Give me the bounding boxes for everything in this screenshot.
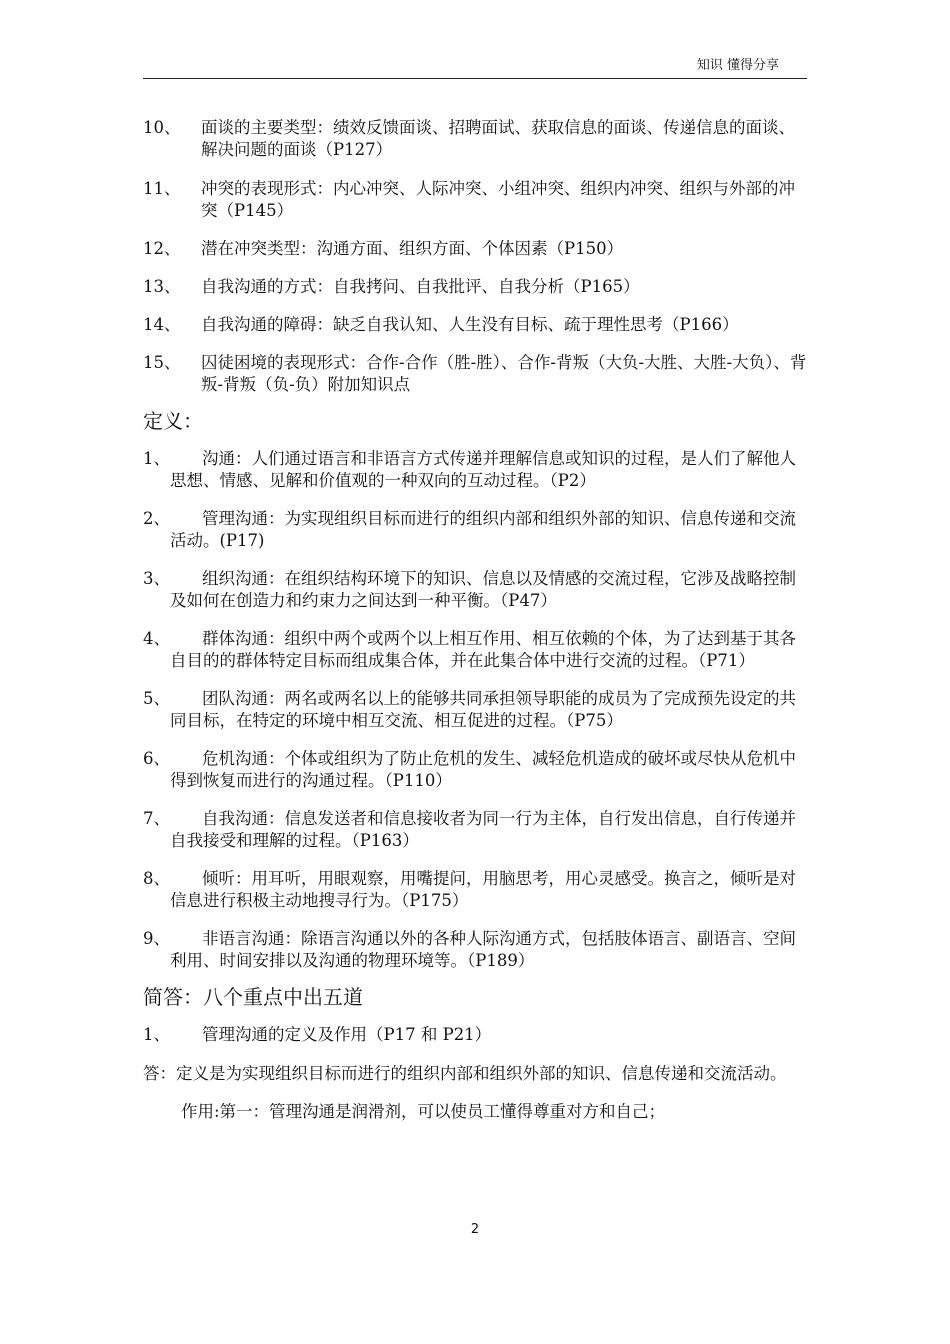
header-text: 知识 懂得分享 bbox=[696, 58, 779, 73]
definition-item bbox=[143, 808, 807, 852]
item-number: 8、 bbox=[143, 869, 170, 888]
item-text: 危机沟通：个体或组织为了防止危机的发生、减轻危机造成的破坏或尽快从危机中得到恢复而进行的沟通过程。（P110） bbox=[170, 749, 796, 790]
page-header bbox=[143, 58, 807, 79]
list-item bbox=[143, 178, 807, 222]
item-number: 9、 bbox=[143, 929, 170, 948]
question-number: 1、 bbox=[143, 1025, 170, 1044]
page-number: 2 bbox=[470, 1222, 480, 1237]
item-text: 自我沟通的方式：自我拷问、自我批评、自我分析（P165） bbox=[201, 277, 640, 296]
item-text: 非语言沟通：除语言沟通以外的各种人际沟通方式，包括肢体语言、副语言、空间利用、时间安排以及沟通的物理环境等。（P189） bbox=[170, 929, 796, 970]
item-text: 组织沟通：在组织结构环境下的知识、信息以及情感的交流过程，它涉及战略控制及如何在创造力和约束力之间达到一种平衡。（P47） bbox=[170, 569, 796, 610]
document-body bbox=[143, 117, 807, 1123]
definition-item bbox=[143, 448, 807, 492]
item-text: 自我沟通：信息发送者和信息接收者为同一行为主体，自行发出信息，自行传递并自我接受和理解的过程。（P163） bbox=[170, 809, 796, 850]
item-text: 群体沟通：组织中两个或两个以上相互作用、相互依赖的个体，为了达到基于其各自目的的群体特定目标而组成集合体，并在此集合体中进行交流的过程。（P71） bbox=[170, 629, 796, 670]
list-item bbox=[143, 352, 807, 396]
question-item bbox=[143, 1024, 807, 1046]
item-text: 倾听：用耳听，用眼观察，用嘴提问，用脑思考，用心灵感受。换言之，倾听是对信息进行积极主动地搜寻行为。（P175） bbox=[170, 869, 796, 910]
definition-item bbox=[143, 748, 807, 792]
definition-item bbox=[143, 928, 807, 972]
item-number: 2、 bbox=[143, 509, 170, 528]
definition-item bbox=[143, 508, 807, 552]
item-number: 11、 bbox=[143, 179, 181, 198]
role-paragraph: 作用:第一：管理沟通是润滑剂，可以使员工懂得尊重对方和自己； bbox=[181, 1102, 666, 1121]
item-text: 潜在冲突类型：沟通方面、组织方面、个体因素（P150） bbox=[201, 239, 624, 258]
definition-item bbox=[143, 688, 807, 732]
item-number: 3、 bbox=[143, 569, 170, 588]
item-text: 沟通：人们通过语言和非语言方式传递并理解信息或知识的过程，是人们了解他人思想、情感、见解和价值观的一种双向的互动过程。（P2） bbox=[170, 449, 796, 490]
item-number: 5、 bbox=[143, 689, 170, 708]
item-number: 15、 bbox=[143, 353, 181, 372]
item-number: 13、 bbox=[143, 277, 181, 296]
definition-item bbox=[143, 628, 807, 672]
item-text: 面谈的主要类型：绩效反馈面谈、招聘面试、获取信息的面谈、传递信息的面谈、解决问题的面谈（P127） bbox=[201, 118, 795, 159]
list-item bbox=[143, 117, 807, 161]
item-number: 14、 bbox=[143, 315, 181, 334]
item-text: 囚徒困境的表现形式：合作-合作（胜-胜）、合作-背叛（大负-大胜、大胜-大负）、背叛-背叛（负-负）附加知识点 bbox=[201, 353, 807, 394]
list-item bbox=[143, 276, 807, 298]
question-text: 管理沟通的定义及作用（P17 和 P21） bbox=[202, 1025, 492, 1044]
item-text: 管理沟通：为实现组织目标而进行的组织内部和组织外部的知识、信息传递和交流活动。(P17) bbox=[170, 509, 796, 550]
definitions-title: 定义： bbox=[143, 409, 203, 433]
item-number: 6、 bbox=[143, 749, 170, 768]
item-number: 12、 bbox=[143, 239, 181, 258]
item-text: 冲突的表现形式：内心冲突、人际冲突、小组冲突、组织内冲突、组织与外部的冲突（P145） bbox=[201, 179, 795, 220]
item-text: 自我沟通的障碍：缺乏自我认知、人生没有目标、疏于理性思考（P166） bbox=[201, 315, 739, 334]
item-number: 4、 bbox=[143, 629, 170, 648]
definition-item bbox=[143, 568, 807, 612]
item-number: 1、 bbox=[143, 449, 170, 468]
list-item bbox=[143, 314, 807, 336]
short-answer-title: 简答：八个重点中出五道 bbox=[143, 985, 363, 1009]
definition-item bbox=[143, 868, 807, 912]
item-number: 7、 bbox=[143, 809, 170, 828]
answer-paragraph: 答：定义是为实现组织目标而进行的组织内部和组织外部的知识、信息传递和交流活动。 bbox=[143, 1064, 787, 1083]
item-text: 团队沟通：两名或两名以上的能够共同承担领导职能的成员为了完成预先设定的共同目标，在特定的环境中相互交流、相互促进的过程。（P75） bbox=[170, 689, 796, 730]
item-number: 10、 bbox=[143, 118, 181, 137]
list-item bbox=[143, 238, 807, 260]
